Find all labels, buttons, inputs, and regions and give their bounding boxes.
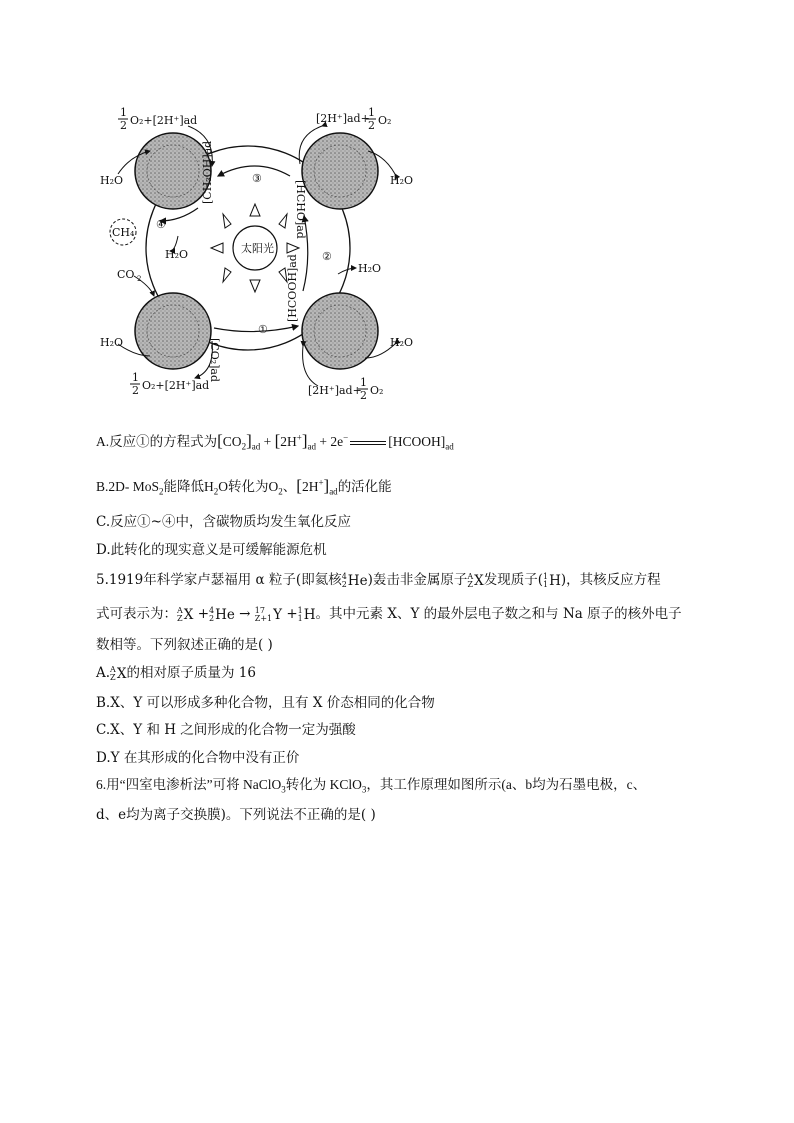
reaction-cycle-diagram xyxy=(90,96,420,416)
hcho-ad-label: [HCHO]ad xyxy=(294,180,307,239)
option-a: A.反应①的方程式为$[CO_2]_{ad} + [2H^+]_{ad} + 2e^-$ $[HCOOH]_{ad}$ xyxy=(96,431,454,452)
q5-option-c: C.X、Y 和 H 之间形成的化合物一定为强酸 xyxy=(96,722,356,738)
svg-text:1: 1 xyxy=(368,106,375,119)
co2-label: CO xyxy=(117,268,135,281)
o2-2h-bottom-left: O₂+[2H⁺]ad xyxy=(142,379,210,392)
step-3-label: ③ xyxy=(252,172,262,185)
q6-line1: 6.用“四室电渗析法”可将 NaClO$_3$转化为 KClO$_3$，其工作原理如图所示(a、b均为石墨电极，c、 xyxy=(96,777,647,795)
svg-text:2: 2 xyxy=(368,119,375,132)
h2o-top-right: H₂O xyxy=(390,174,414,187)
ch4-label: CH₄ xyxy=(112,226,135,239)
h2o-bottom-left: H₂O xyxy=(100,336,124,349)
h2o-top-left: H₂O xyxy=(100,174,124,187)
option-d: D.此转化的现实意义是可缓解能源危机 xyxy=(96,542,327,558)
ch3oh-ad-label: [CH₃OH]ad xyxy=(201,140,214,204)
step-4-label: ④ xyxy=(156,218,166,231)
o2-2h-top-left: O₂+[2H⁺]ad xyxy=(130,114,198,127)
svg-text:O₂: O₂ xyxy=(370,384,384,397)
svg-text:1: 1 xyxy=(360,376,367,389)
svg-text:2: 2 xyxy=(360,389,367,402)
cycle-svg xyxy=(90,96,420,416)
svg-text:1: 1 xyxy=(132,371,139,384)
svg-text:O₂: O₂ xyxy=(378,114,392,127)
2h-o2-top-right: [2H⁺]ad+ xyxy=(316,112,370,125)
co2-sub: 2 xyxy=(137,275,142,283)
catalyst-sphere-bottom-left xyxy=(135,293,211,369)
co2-ad-label: [CO₂]ad xyxy=(208,338,221,383)
step-1-label: ① xyxy=(258,323,268,336)
2h-o2-bottom-right: [2H⁺]ad+ xyxy=(308,384,362,397)
hcooh-ad-label: [HCOOH]ad xyxy=(286,254,299,322)
svg-text:1: 1 xyxy=(120,106,127,119)
svg-text:2: 2 xyxy=(120,119,127,132)
h2o-step2: H₂O xyxy=(358,262,382,275)
q5-line2: 式可表示为： A Z X + 4 2 He → 17 Z+1 Y + 1 1 H。其中元素 X、Y 的最外层电子数之和与 Na 原子的核外电子 xyxy=(96,606,682,623)
h2o-step4: H₂O xyxy=(165,248,189,261)
svg-text:2: 2 xyxy=(132,384,139,397)
q5-option-a: A. A Z X的相对原子质量为 16 xyxy=(96,665,256,682)
catalyst-sphere-top-right xyxy=(302,133,378,209)
q5-option-d: D.Y 在其形成的化合物中没有正价 xyxy=(96,750,300,766)
h2o-bottom-right: H₂O xyxy=(390,336,414,349)
q6-line2: d、e均为离子交换膜)。下列说法不正确的是( ) xyxy=(96,807,376,823)
option-c: C.反应①~④中，含碳物质均发生氧化反应 xyxy=(96,514,351,530)
option-b: B.2D- MoS$_2$能降低$H_2O$转化为$O_2$、$[2H^+]_{ad}$的活化能 xyxy=(96,476,392,497)
catalyst-sphere-top-left xyxy=(135,133,211,209)
q5-option-b: B.X、Y 可以形成多种化合物，且有 X 价态相同的化合物 xyxy=(96,695,435,711)
q5-line1: 5.1919年科学家卢瑟福用 α 粒子(即氦核 4 2 He)轰击非金属原子 A Z X发现质子( 1 1 H)，其核反应方程 xyxy=(96,572,661,589)
q5-line3: 数相等。下列叙述正确的是( ) xyxy=(96,637,273,653)
sun-label: 太阳光 xyxy=(241,242,274,255)
step-2-label: ② xyxy=(322,250,332,263)
